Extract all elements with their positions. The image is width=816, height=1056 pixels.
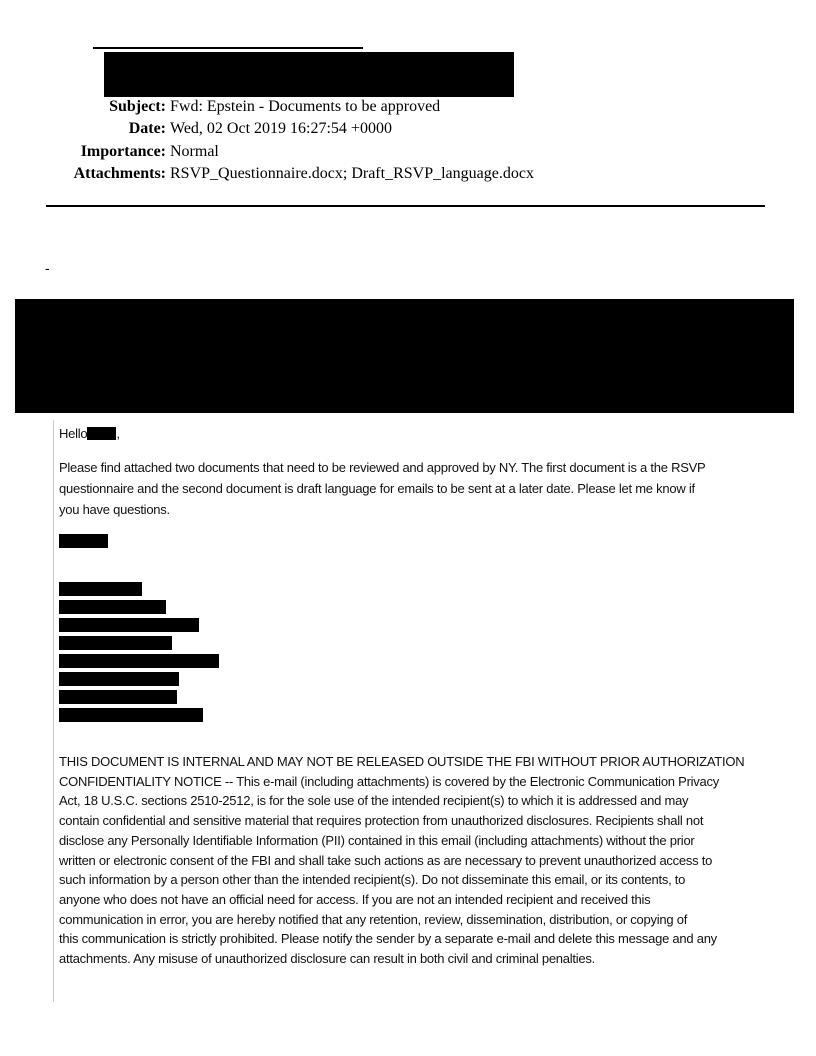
subject-value: Fwd: Epstein - Documents to be approved — [170, 98, 441, 115]
dash-text: - — [45, 260, 50, 276]
redaction-block-large — [15, 299, 794, 413]
redaction-signature-line — [59, 600, 166, 614]
attachments-value: RSVP_Questionnaire.docx; Draft_RSVP_language.docx — [170, 165, 534, 182]
attachments-row — [0, 165, 800, 185]
importance-value: Normal — [170, 143, 219, 160]
redaction-signoff — [59, 534, 108, 548]
redaction-from-to — [104, 52, 514, 97]
quote-bar — [53, 420, 54, 1002]
notice-line: written or electronic consent of the FBI and shall take such actions as are necessary to prevent unauthorized access to — [59, 852, 713, 868]
header-divider — [46, 205, 765, 207]
notice-line: CONFIDENTIALITY NOTICE -- This e-mail (including attachments) is covered by the Electronic Communication Privacy — [59, 773, 720, 789]
subject-label: Subject: — [109, 98, 166, 115]
paragraph-line: questionnaire and the second document is draft language for emails to be sent at a later date. Please let me know if — [59, 481, 695, 496]
redaction-signature-line — [59, 672, 179, 686]
notice-line: attachments. Any misuse of unauthorized disclosure can result in both civil and criminal penalties. — [59, 951, 595, 966]
greeting-comma: , — [116, 426, 120, 441]
redaction-signature-line — [59, 654, 219, 668]
paragraph-line: you have questions. — [59, 502, 170, 517]
redaction-signature-line — [59, 708, 203, 722]
importance-label: Importance: — [80, 143, 166, 160]
notice-line: anyone who does not have an official need for access. If you are not an intended recipient and received this — [59, 891, 651, 907]
greeting — [59, 426, 120, 441]
notice-line: disclose any Personally Identifiable Information (PII) contained in this email (including attachments) without the prior — [59, 832, 695, 848]
redaction-signature-line — [59, 690, 177, 704]
email-header — [0, 98, 800, 198]
attachments-label: Attachments: — [73, 165, 166, 182]
notice-line: contain confidential and sensitive material that requires protection from unauthorized disclosures. Recipients shall not — [59, 813, 704, 829]
notice-line: communication in error, you are hereby notified that any retention, review, dissemination, distribution, or copying of — [59, 911, 688, 927]
notice-line: Act, 18 U.S.C. sections 2510-2512, is for the sole use of the intended recipient(s) to which it is addressed and may — [59, 793, 689, 809]
notice-line: THIS DOCUMENT IS INTERNAL AND MAY NOT BE RELEASED OUTSIDE THE FBI WITHOUT PRIOR AUTHORIZATION — [59, 754, 745, 769]
date-label: Date: — [128, 120, 166, 137]
redaction-name — [87, 427, 116, 440]
subject-row — [0, 98, 800, 118]
redaction-signature-line — [59, 618, 199, 632]
notice-line: such information by a person other than the intended recipient(s). Do not disseminate this email, or its contents, to — [59, 872, 686, 888]
date-value: Wed, 02 Oct 2019 16:27:54 +0000 — [170, 120, 392, 137]
header-top-rule — [93, 47, 363, 49]
date-row — [0, 120, 800, 140]
redaction-signature-line — [59, 636, 172, 650]
paragraph-line: Please find attached two documents that need to be reviewed and approved by NY. The first document is a the RSVP — [59, 460, 706, 475]
redaction-signature-line — [59, 582, 142, 596]
importance-row — [0, 143, 800, 163]
notice-line: this communication is strictly prohibited. Please notify the sender by a separate e-mail and delete this message and any — [59, 931, 717, 947]
greeting-text: Hello — [59, 426, 88, 441]
